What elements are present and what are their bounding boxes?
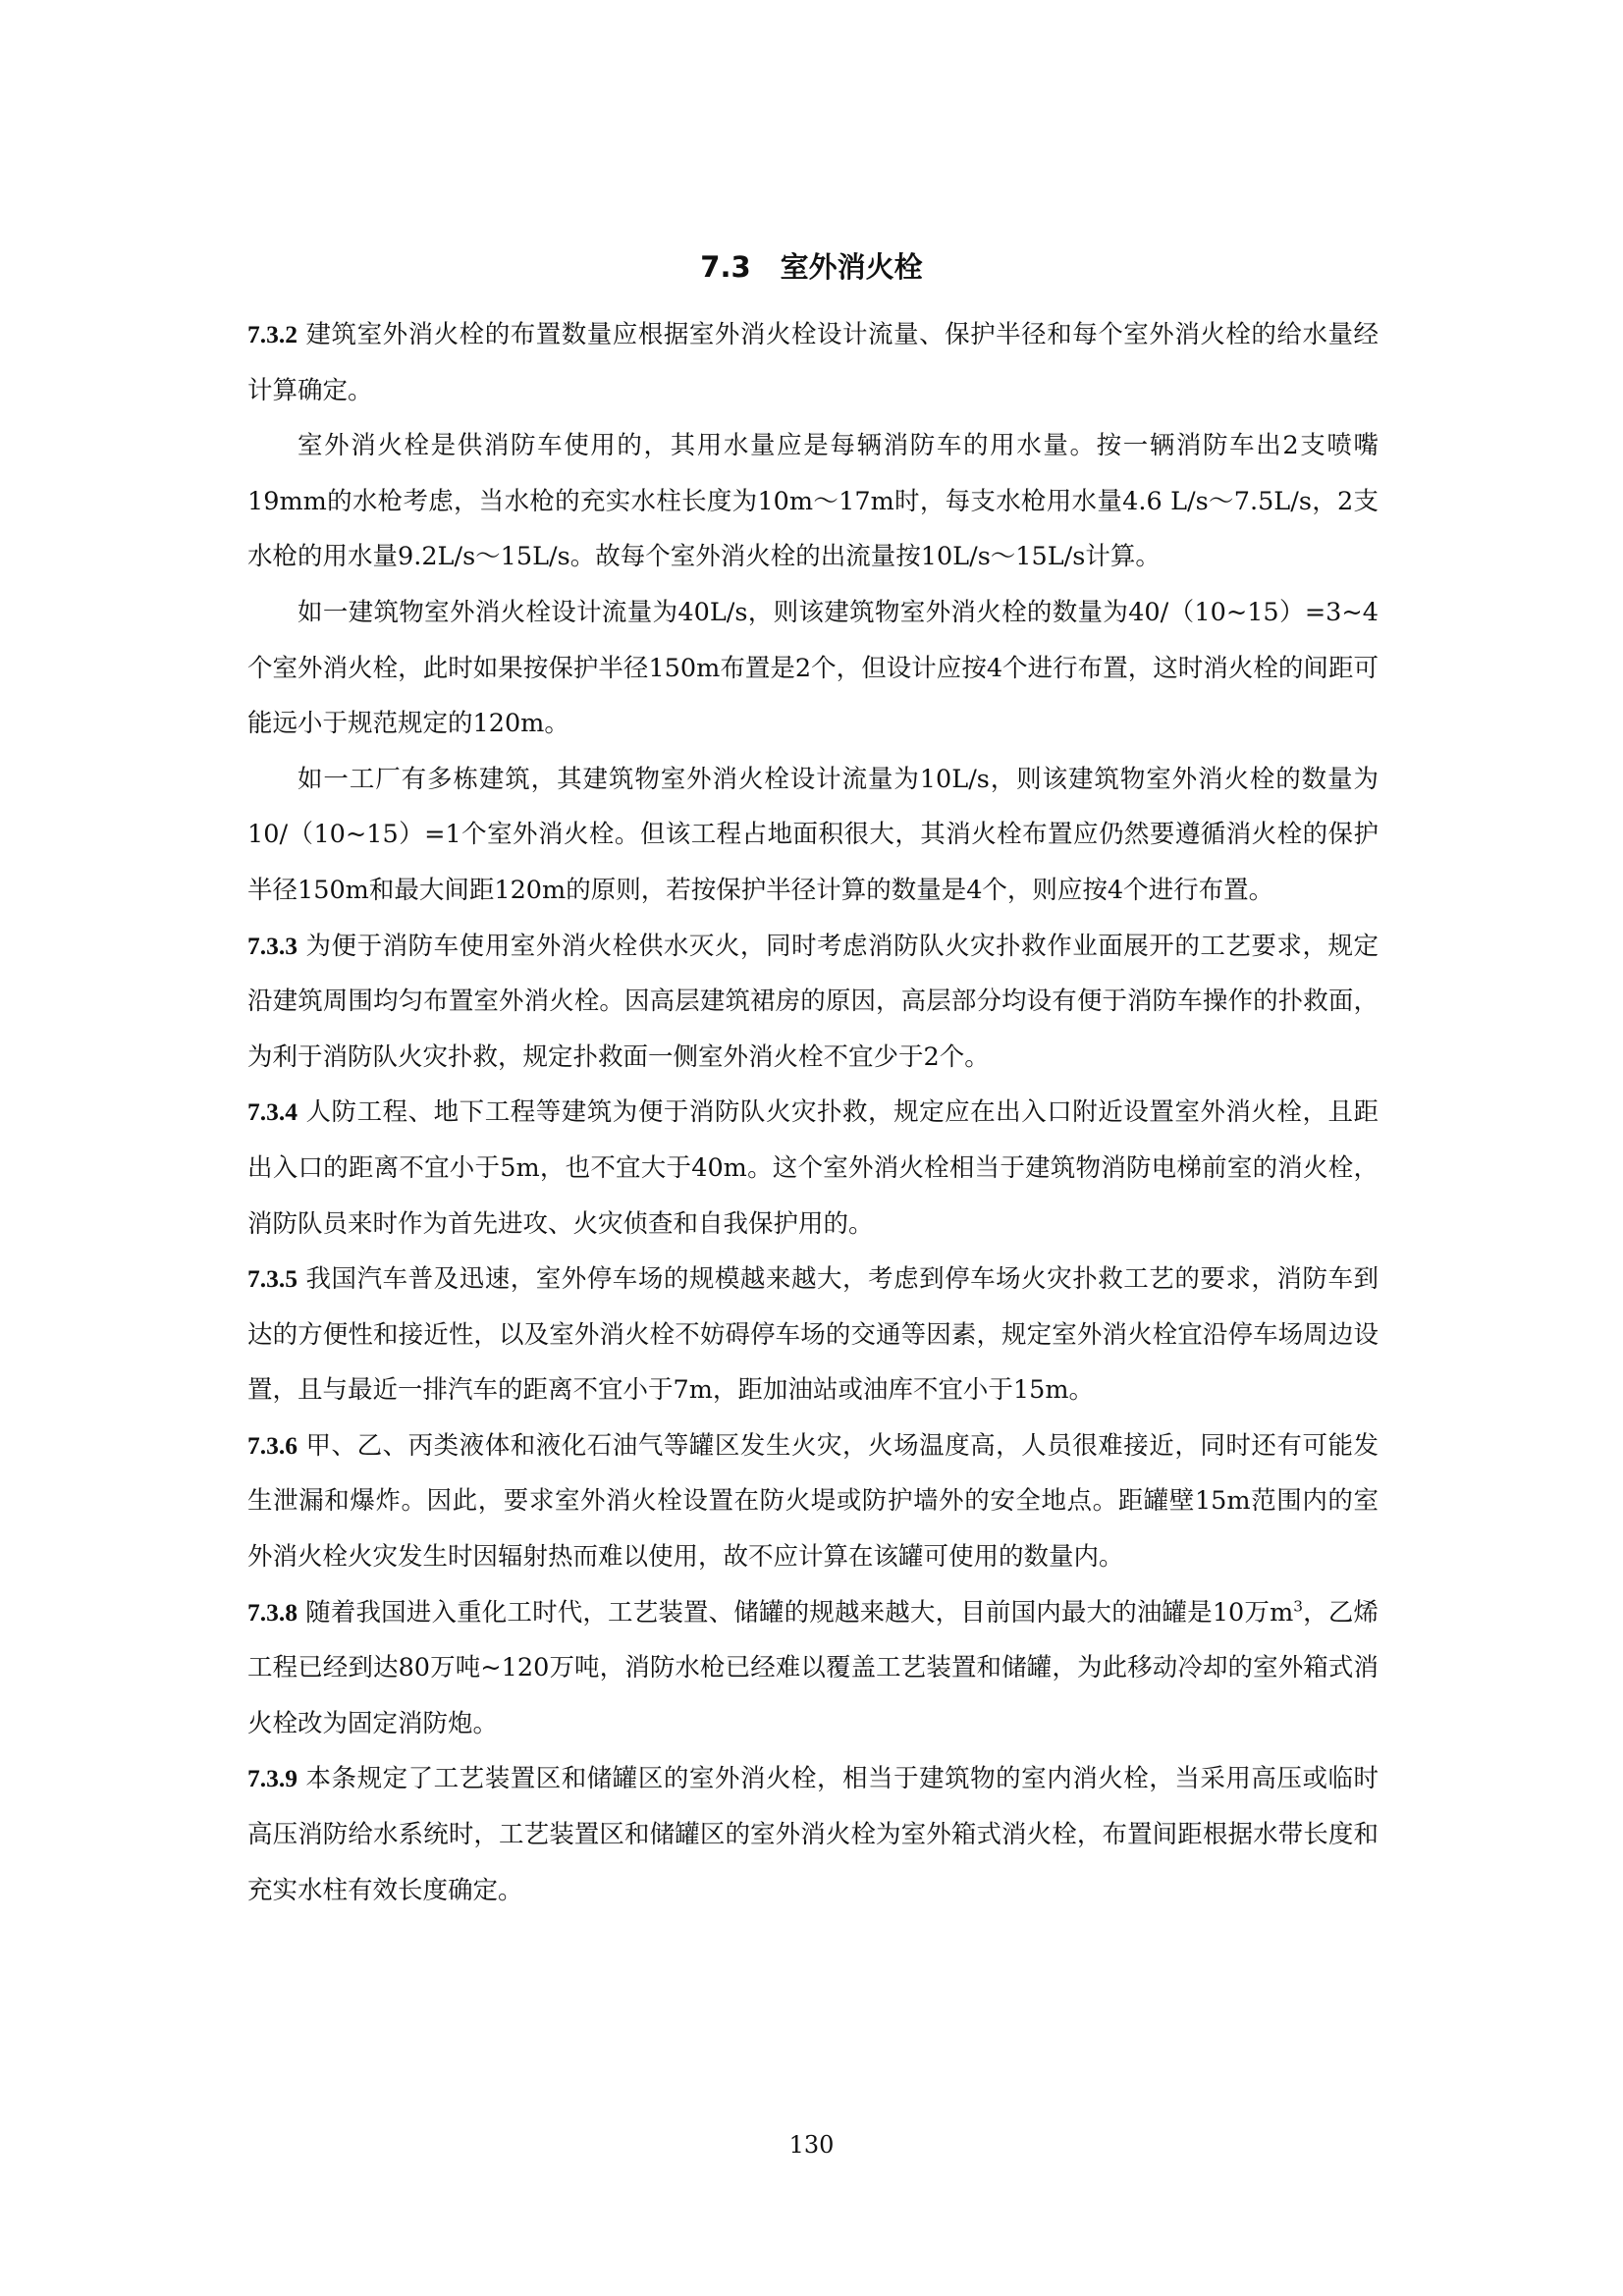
clause-7-3-6 xyxy=(247,1418,1379,1585)
paragraph-text: 室外消火栓是供消防车使用的，其用水量应是每辆消防车的用水量。按一辆消防车出2支喷嘴19mm的水枪考虑，当水枪的充实水柱长度为10m～17m时，每支水枪用水量4.6 L/s～7.5L/s，2支水枪的用水量9.2L/s～15L/s。故每个室外消火栓的出流量按10L/s～15L/s计算。 xyxy=(247,431,1379,572)
section-heading xyxy=(0,247,1623,287)
explanation-paragraph xyxy=(247,418,1379,585)
clause-text: 我国汽车普及迅速，室外停车场的规模越来越大，考虑到停车场火灾扑救工艺的要求，消防车到达的方便性和接近性，以及室外消火栓不妨碍停车场的交通等因素，规定室外消火栓宜沿停车场周边设置，且与最近一排汽车的距离不宜小于7m，距加油站或油库不宜小于15m。 xyxy=(247,1264,1379,1406)
clause-text-before: 随着我国进入重化工时代，工艺装置、储罐的规越来越大，目前国内最大的油罐是10万m xyxy=(305,1597,1294,1628)
section-title: 室外消火栓 xyxy=(780,250,923,284)
paragraph-text: 如一工厂有多栋建筑，其建筑物室外消火栓设计流量为10L/s，则该建筑物室外消火栓的数量为10/（10~15）=1个室外消火栓。但该工程占地面积很大，其消火栓布置应仍然要遵循消火栓的保护半径150m和最大间距120m的原则，若按保护半径计算的数量是4个，则应按4个进行布置。 xyxy=(247,764,1379,905)
clause-7-3-8 xyxy=(247,1585,1379,1752)
clause-7-3-4 xyxy=(247,1085,1379,1252)
page-number: 130 xyxy=(788,2131,835,2159)
paragraph-text: 如一建筑物室外消火栓设计流量为40L/s，则该建筑物室外消火栓的数量为40/（10~15）=3~4个室外消火栓，此时如果按保护半径150m布置是2个，但设计应按4个进行布置，这时消火栓的间距可能远小于规范规定的120m。 xyxy=(247,597,1379,739)
section-number: 7.3 xyxy=(700,250,751,284)
clause-text: 本条规定了工艺装置区和储罐区的室外消火栓，相当于建筑物的室内消火栓，当采用高压或临时高压消防给水系统时，工艺装置区和储罐区的室外消火栓为室外箱式消火栓，布置间距根据水带长度和充实水柱有效长度确定。 xyxy=(247,1764,1379,1905)
explanation-paragraph xyxy=(247,585,1379,752)
clause-number: 7.3.2 xyxy=(247,320,298,348)
clause-7-3-9 xyxy=(247,1751,1379,1918)
clause-text: 建筑室外消火栓的布置数量应根据室外消火栓设计流量、保护半径和每个室外消火栓的给水量经计算确定。 xyxy=(247,320,1379,405)
superscript-cubic: 3 xyxy=(1293,1597,1304,1616)
clause-text: 甲、乙、丙类液体和液化石油气等罐区发生火灾，火场温度高，人员很难接近，同时还有可能发生泄漏和爆炸。因此，要求室外消火栓设置在防火堤或防护墙外的安全地点。距罐壁15m范围内的室外消火栓火灾发生时因辐射热而难以使用，故不应计算在该罐可使用的数量内。 xyxy=(247,1430,1379,1573)
clause-7-3-3 xyxy=(247,919,1379,1086)
clause-text-after: ，乙烯工程已经到达80万吨~120万吨，消防水枪已经难以覆盖工艺装置和储罐，为此移动冷却的室外箱式消火栓改为固定消防炮。 xyxy=(247,1597,1379,1738)
clause-text: 为便于消防车使用室外消火栓供水灭火，同时考虑消防队火灾扑救作业面展开的工艺要求，规定沿建筑周围均匀布置室外消火栓。因高层建筑裙房的原因，高层部分均设有便于消防车操作的扑救面，为利于消防队火灾扑救，规定扑救面一侧室外消火栓不宜少于2个。 xyxy=(247,931,1379,1072)
clause-number: 7.3.3 xyxy=(247,931,298,960)
clause-number: 7.3.9 xyxy=(247,1764,298,1793)
clause-7-3-5 xyxy=(247,1252,1379,1418)
explanation-paragraph xyxy=(247,752,1379,919)
clause-7-3-2 xyxy=(247,307,1379,418)
clause-number: 7.3.5 xyxy=(247,1264,298,1294)
document-body xyxy=(247,307,1379,1918)
clause-number: 7.3.4 xyxy=(247,1097,298,1127)
clause-number: 7.3.6 xyxy=(247,1430,298,1460)
clause-number: 7.3.8 xyxy=(247,1597,298,1627)
clause-text: 人防工程、地下工程等建筑为便于消防队火灾扑救，规定应在出入口附近设置室外消火栓，且距出入口的距离不宜小于5m，也不宜大于40m。这个室外消火栓相当于建筑物消防电梯前室的消火栓，消防队员来时作为首先进攻、火灾侦查和自我保护用的。 xyxy=(247,1097,1379,1239)
